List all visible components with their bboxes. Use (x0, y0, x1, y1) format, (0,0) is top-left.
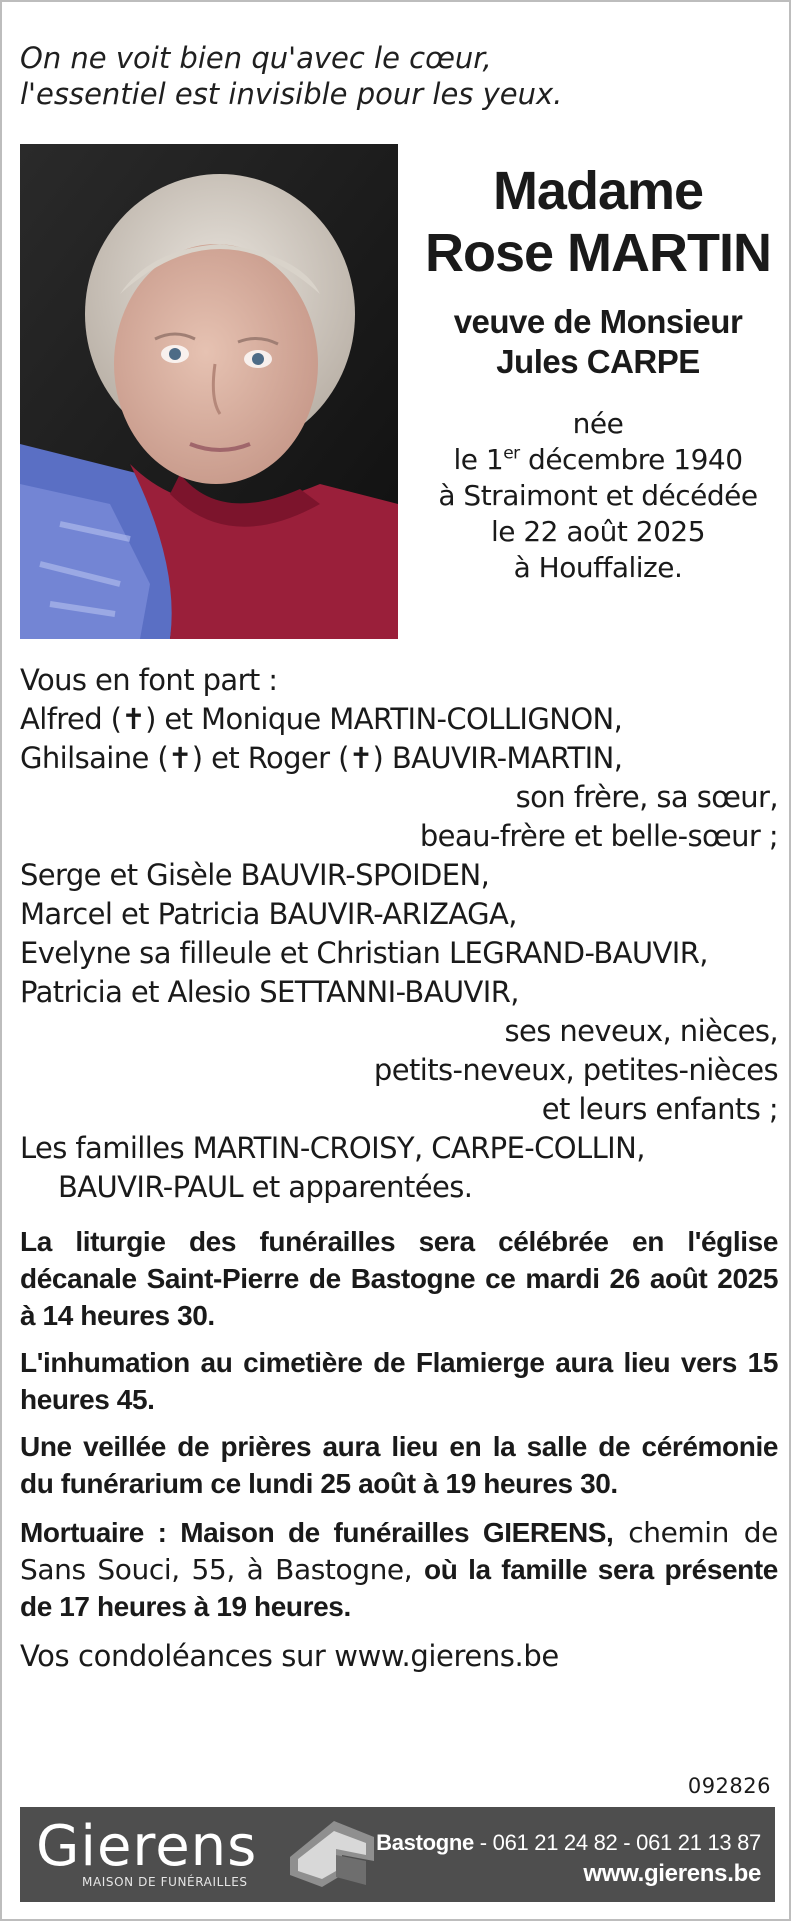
birth-place: à Straimont et décédée (438, 479, 758, 512)
funeral-home-banner (20, 1807, 775, 1902)
contact-phones: - 061 21 24 82 - 061 21 13 87 (473, 1830, 761, 1855)
relation-line: petits-neveux, petites-nièces (373, 1053, 778, 1087)
liturgy-paragraph: La liturgie des funérailles sera célébrée en l'église décanale Saint-Pierre de Bastogne ce mardi 26 août 2025 à 14 heures 30. (20, 1226, 778, 1331)
reference-number: 092826 (687, 1774, 771, 1798)
quote-line-1: On ne voit bien qu'avec le cœur, (20, 41, 492, 75)
announcement-body (20, 661, 778, 1675)
relation-line: son frère, sa sœur, (515, 780, 778, 814)
birth-date-sup: er (503, 443, 520, 464)
spouse-info (412, 302, 784, 382)
sibling-line: Ghilsaine (✝) et Roger (✝) BAUVIR-MARTIN, (20, 741, 623, 775)
sibling-line: Alfred (✝) et Monique MARTIN-COLLIGNON, (20, 702, 623, 736)
portrait-illustration (20, 144, 398, 639)
mortuary-paragraph (20, 1514, 778, 1625)
nephew-line: Marcel et Patricia BAUVIR-ARIZAGA, (20, 897, 517, 931)
funeral-home-logo-text: Gierens (36, 1814, 258, 1879)
portrait-photo (20, 144, 398, 639)
vigil-paragraph: Une veillée de prières aura lieu en la salle de cérémonie du funérarium ce lundi 25 août à 19 heures 30. (20, 1431, 778, 1499)
funeral-home-subtitle: MAISON DE FUNÉRAILLES (82, 1875, 248, 1889)
nephew-line: Evelyne sa filleule et Christian LEGRAND-BAUVIR, (20, 936, 708, 970)
mortuary-bold-text: Mortuaire : Maison de funérailles GIERENS, (20, 1517, 614, 1548)
deceased-name: Rose MARTIN (424, 223, 771, 283)
funeral-home-contact (376, 1827, 761, 1889)
spouse-line-2: Jules CARPE (496, 343, 700, 380)
epigraph-quote (20, 40, 780, 112)
birth-date-prefix: le 1 (453, 443, 504, 476)
relation-line: beau-frère et belle-sœur ; (419, 819, 778, 853)
gierens-logo-mark-icon (282, 1815, 382, 1895)
mortuary-address: chemin de Sans Souci, 55, à Bastogne, (20, 1516, 778, 1586)
deceased-name-block (412, 160, 784, 586)
contact-phone-line (376, 1827, 761, 1858)
intro-line: Vous en font part : (20, 663, 278, 697)
mortuary-hours: où la famille sera présente de 17 heures à 19 heures. (20, 1554, 778, 1622)
nephew-line: Patricia et Alesio SETTANNI-BAUVIR, (20, 975, 519, 1009)
quote-line-2: l'essentiel est invisible pour les yeux. (20, 77, 563, 111)
birth-death-info (412, 406, 784, 586)
families-line: BAUVIR-PAUL et apparentées. (58, 1170, 473, 1204)
relation-line: ses neveux, nièces, (504, 1014, 778, 1048)
death-date: le 22 août 2025 (490, 515, 706, 548)
condolences-line: Vos condoléances sur www.gierens.be (20, 1639, 559, 1673)
birth-date (412, 442, 784, 478)
families-line: Les familles MARTIN-CROISY, CARPE-COLLIN, (20, 1131, 645, 1165)
contact-city: Bastogne (376, 1830, 474, 1855)
spouse-line-1: veuve de Monsieur (453, 303, 743, 340)
death-place: à Houffalize. (513, 551, 683, 584)
birth-date-suffix: décembre 1940 (519, 443, 743, 476)
burial-paragraph: L'inhumation au cimetière de Flamierge aura lieu vers 15 heures 45. (20, 1347, 778, 1415)
deceased-title: Madame (492, 161, 704, 221)
relation-line: et leurs enfants ; (541, 1092, 778, 1126)
funeral-home-website-link[interactable]: www.gierens.be (583, 1860, 761, 1887)
born-label: née (572, 407, 624, 440)
nephew-line: Serge et Gisèle BAUVIR-SPOIDEN, (20, 858, 490, 892)
